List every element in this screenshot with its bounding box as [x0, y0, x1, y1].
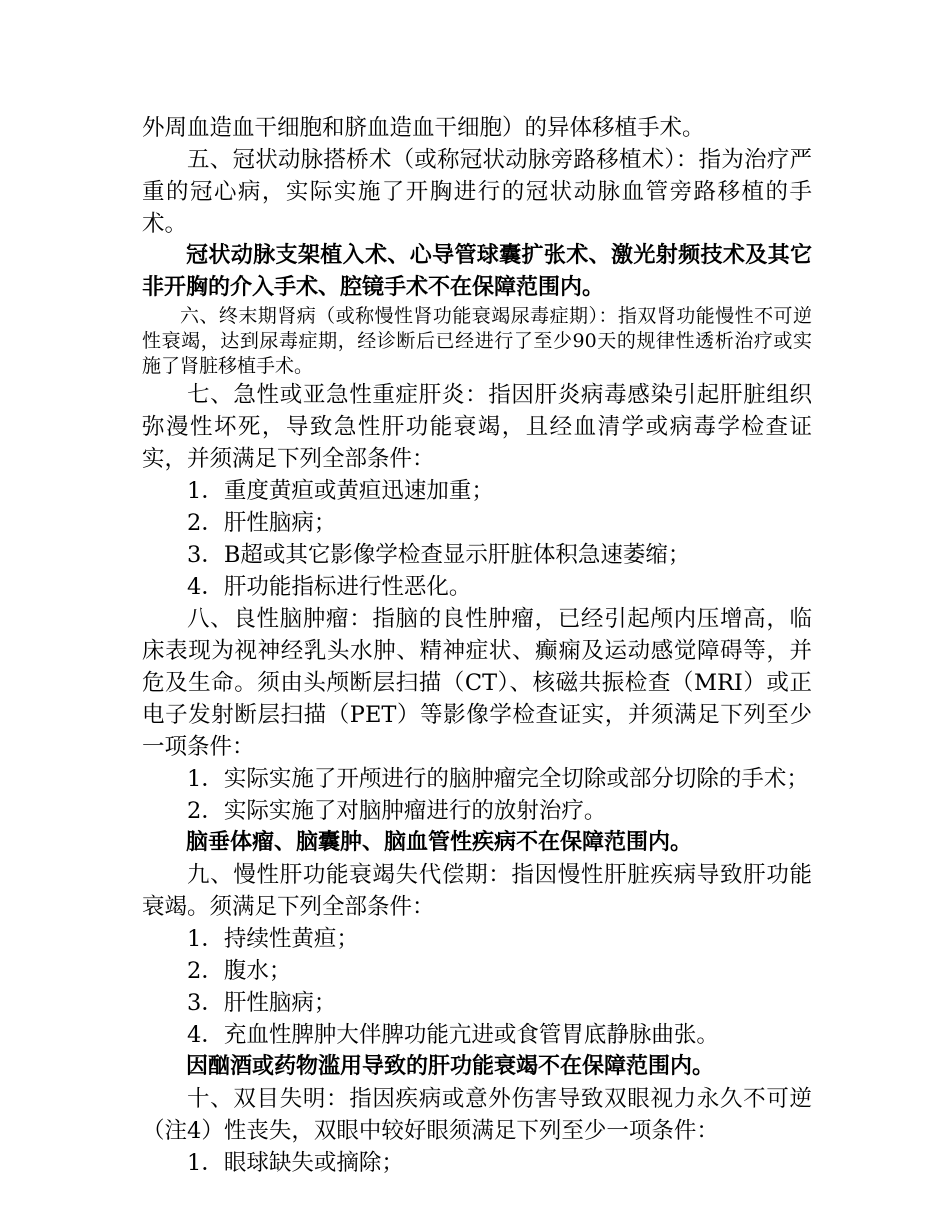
list-item-hepatitis-3: 3．B超或其它影像学检查显示肝脏体积急速萎缩；: [187, 542, 691, 568]
paragraph-renal-disease: 六、终末期肾病（或称慢性肾功能衰竭尿毒症期）：指双肾功能慢性不可逆性衰竭，达到尿毒症期，经诊断后已经进行了至少90天的规律性透析治疗或实施了肾脏移植手术。: [142, 305, 812, 377]
list-item-blindness-1: 1．眼球缺失或摘除；: [187, 1150, 404, 1176]
paragraph-blindness: 十、双目失明：指因疾病或意外伤害导致双眼视力永久不可逆（注4）性丧失，双眼中较好眼须满足下列至少一项条件：: [142, 1086, 812, 1144]
list-item-tumor-1: 1．实际实施了开颅进行的脑肿瘤完全切除或部分切除的手术；: [187, 766, 809, 792]
document-body: [142, 112, 812, 1179]
paragraph-continuation: 外周血造血干细胞和脐血造血干细胞）的异体移植手术。: [142, 115, 705, 141]
list-item-hepatitis-1: 1．重度黄疸或黄疸迅速加重；: [187, 478, 494, 504]
paragraph-brain-tumor: 八、良性脑肿瘤：指脑的良性肿瘤，已经引起颅内压增高，临床表现为视神经乳头水肿、精神症状、癫痫及运动感觉障碍等，并危及生命。须由头颅断层扫描（CT）、核磁共振检查（MRI）或正电子发射断层扫描（PET）等影像学检查证实，并须满足下列至少一项条件：: [142, 606, 812, 760]
paragraph-liver-failure: 九、慢性肝功能衰竭失代偿期：指因慢性肝脏疾病导致肝功能衰竭。须满足下列全部条件：: [142, 862, 812, 920]
paragraph-hepatitis: 七、急性或亚急性重症肝炎：指因肝炎病毒感染引起肝脏组织弥漫性坏死，导致急性肝功能衰竭，且经血清学或病毒学检查证实，并须满足下列全部条件：: [142, 382, 812, 472]
list-item-liver-2: 2．腹水；: [187, 958, 292, 984]
list-item-hepatitis-2: 2．肝性脑病；: [187, 510, 337, 536]
exclusion-liver: 因酗酒或药物滥用导致的肝功能衰竭不在保障范围内。: [186, 1054, 715, 1079]
exclusion-coronary: 冠状动脉支架植入术、心导管球囊扩张术、激光射频技术及其它非开胸的介入手术、腔镜手术不在保障范围内。: [142, 243, 812, 300]
list-item-liver-4: 4．充血性脾肿大伴脾功能亢进或食管胃底静脉曲张。: [187, 1022, 719, 1048]
exclusion-brain: 脑垂体瘤、脑囊肿、脑血管性疾病不在保障范围内。: [186, 830, 693, 855]
list-item-tumor-2: 2．实际实施了对脑肿瘤进行的放射治疗。: [187, 798, 607, 824]
paragraph-coronary-bypass: 五、冠状动脉搭桥术（或称冠状动脉旁路移植术）：指为治疗严重的冠心病，实际实施了开胸进行的冠状动脉血管旁路移植的手术。: [142, 147, 812, 237]
list-item-hepatitis-4: 4．肝功能指标进行性恶化。: [187, 574, 472, 600]
list-item-liver-1: 1．持续性黄疸；: [187, 926, 359, 952]
list-item-liver-3: 3．肝性脑病；: [187, 990, 337, 1016]
